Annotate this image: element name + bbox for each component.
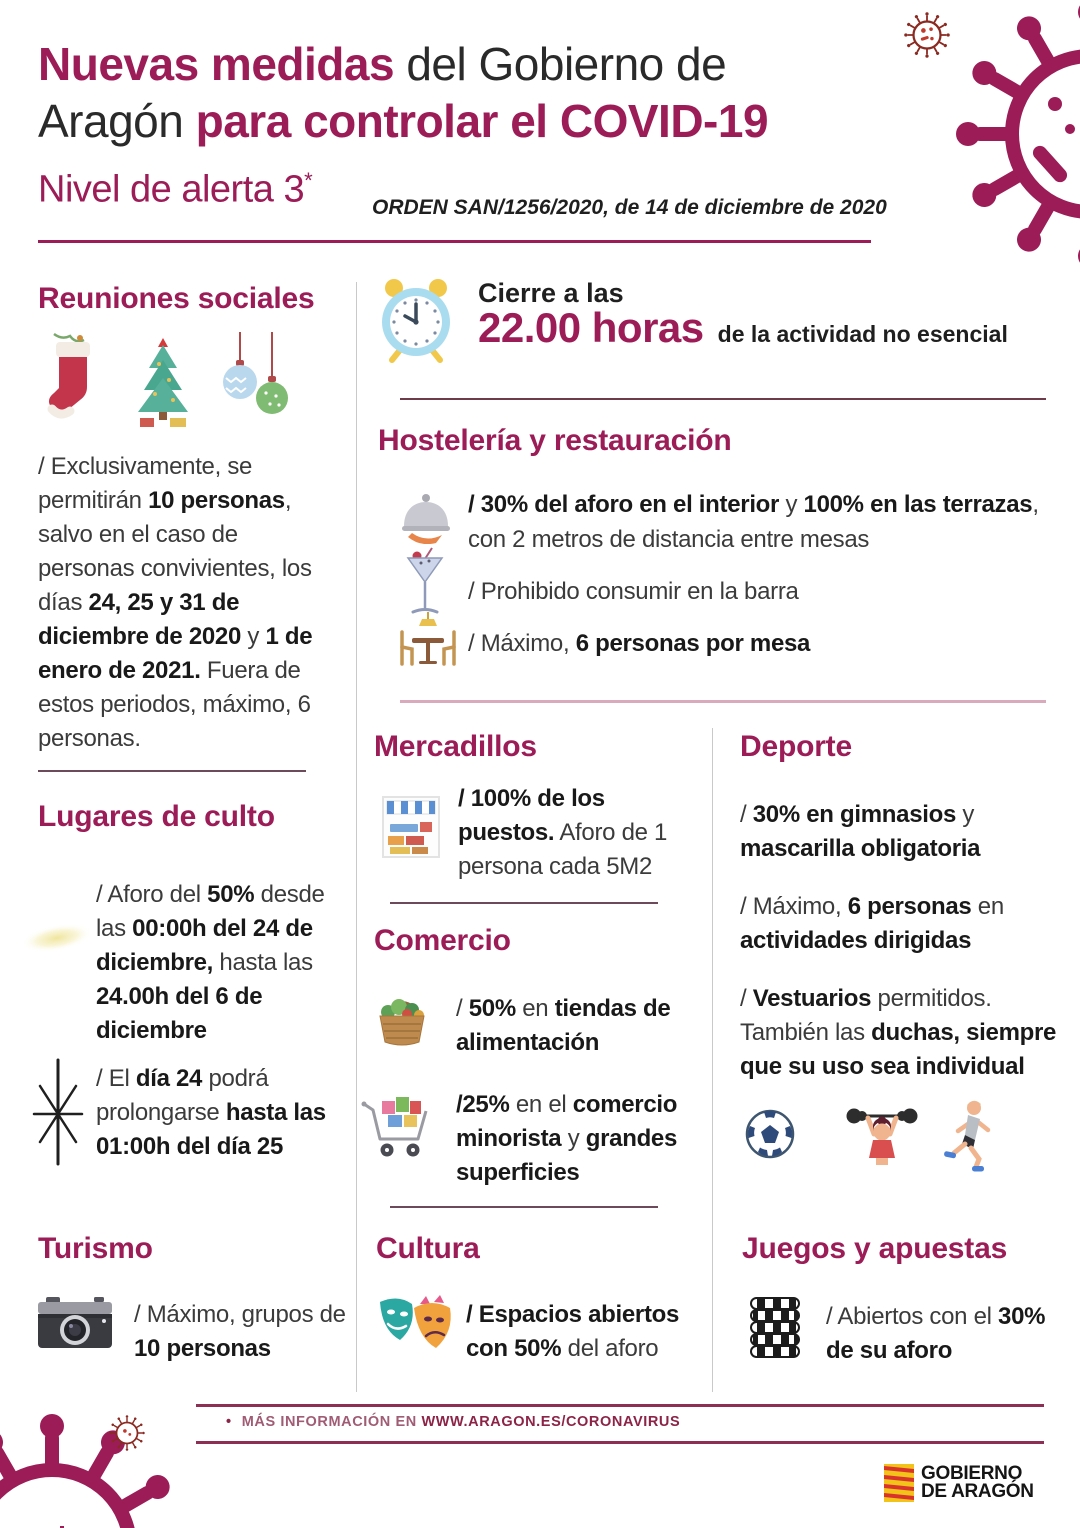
closure-line: [478, 304, 1008, 352]
text-segment: /25%: [456, 1091, 510, 1118]
glow-icon: [20, 912, 94, 964]
text-segment: grandes superficies: [456, 1125, 678, 1186]
text-segment: y: [956, 801, 975, 828]
text-segment: podrá prolongarse: [96, 1065, 269, 1126]
text-segment: 30% en gimnasios: [752, 801, 957, 828]
text-segment: actividades dirigidas: [740, 927, 972, 954]
section-title-turismo: Turismo: [38, 1232, 153, 1265]
logo-line-2: DE ARAGÓN: [921, 1481, 1034, 1502]
text-segment: hasta las: [213, 949, 313, 976]
footer-divider: [196, 1404, 1044, 1407]
text-segment: Aforo de 1 persona cada 5M2: [458, 819, 668, 880]
title-line-2: Aragón para controlar el COVID-19: [38, 95, 769, 147]
alert-level: Nivel de alerta 3*: [38, 168, 313, 211]
serving-tray-icon: [398, 490, 454, 544]
coronavirus-small-icon: [900, 8, 954, 62]
text-segment: 1 de enero de 2021.: [38, 623, 313, 684]
market-stall-icon: [382, 796, 440, 858]
text-segment: y: [241, 623, 266, 650]
cultura-text: [466, 1298, 711, 1366]
text-segment: , con 2 metros de distancia entre mesas: [468, 491, 1039, 553]
poker-chips-icon: [748, 1294, 802, 1360]
text-segment: permitidos. También las: [740, 985, 992, 1046]
text-segment: 6 personas: [847, 893, 972, 920]
deporte-item-text: [740, 798, 1060, 866]
hosteleria-item-text: [468, 626, 1046, 661]
text-segment: / Máximo, grupos de: [134, 1301, 346, 1328]
reuniones-text: [38, 450, 338, 756]
text-segment: 24, 25 y 31 de diciembre de 2020: [38, 589, 242, 650]
text-segment: / Prohibido consumir en la barra: [468, 578, 799, 605]
page-title: [38, 36, 878, 150]
camera-icon: [36, 1294, 114, 1352]
text-segment: /: [740, 985, 753, 1012]
text-segment: en: [971, 893, 1004, 920]
text-segment: comercio minorista: [456, 1091, 678, 1152]
footer-info-url: WWW.ARAGON.ES/CORONAVIRUS: [421, 1414, 681, 1430]
coronavirus-icon: [950, 0, 1080, 274]
text-segment: tiendas de alimentación: [456, 995, 671, 1056]
comercio-item-text: [456, 1088, 704, 1190]
text-segment: 10 personas: [134, 1335, 271, 1362]
christmas-tree-icon: [126, 334, 200, 428]
text-segment: / 30% del aforo en el interior: [468, 491, 780, 518]
text-segment: 50%: [468, 995, 516, 1022]
theater-masks-icon: [376, 1292, 460, 1358]
soccer-ball-icon: [744, 1108, 796, 1160]
footer-divider: [196, 1441, 1044, 1444]
text-segment: día 24: [135, 1065, 203, 1092]
text-segment: / Espacios abiertos con 50%: [466, 1301, 680, 1362]
text-segment: / Aforo del: [96, 881, 208, 908]
turismo-text: [134, 1298, 349, 1366]
aragon-flag-icon: [884, 1464, 914, 1502]
culto-item-text: [96, 878, 351, 1048]
grocery-basket-icon: [374, 986, 430, 1048]
alarm-clock-icon: [372, 274, 460, 364]
section-title-hosteleria: Hostelería y restauración: [378, 424, 732, 457]
text-segment: en el: [509, 1091, 573, 1118]
text-segment: desde las: [96, 881, 325, 942]
text-segment: / 100% de los puestos.: [458, 785, 605, 846]
text-segment: mascarilla obligatoria: [740, 835, 981, 862]
text-segment: duchas, siempre que su uso sea individual: [740, 1019, 1057, 1080]
text-segment: del aforo: [561, 1335, 659, 1362]
text-segment: 30% de su aforo: [826, 1303, 1046, 1364]
text-segment: /: [456, 995, 469, 1022]
gobierno-aragon-logo: [884, 1464, 1034, 1502]
text-segment: 50%: [207, 881, 255, 908]
text-segment: 100% en las terrazas: [803, 491, 1033, 518]
section-title-culto: Lugares de culto: [38, 800, 275, 833]
text-segment: /: [740, 801, 753, 828]
text-segment: / Abiertos con el: [826, 1303, 999, 1330]
logo-line-1: GOBIERNO: [921, 1463, 1023, 1484]
text-segment: y: [561, 1125, 586, 1152]
hosteleria-item-text: [468, 574, 1046, 609]
text-segment: / Exclusivamente, se permitirán: [38, 453, 253, 514]
divider: [38, 770, 306, 772]
vertical-divider: [712, 728, 713, 1392]
text-segment: / El: [96, 1065, 136, 1092]
shopping-cart-icon: [360, 1090, 438, 1164]
title-line-1: Nuevas medidas del Gobierno de: [38, 38, 727, 90]
deporte-item-text: [740, 982, 1060, 1084]
coronavirus-icon: [0, 1408, 192, 1528]
bullet: •: [226, 1414, 232, 1430]
divider: [390, 902, 658, 904]
order-reference: ORDEN SAN/1256/2020, de 14 de diciembre de 2020: [372, 196, 887, 219]
text-segment: y: [779, 491, 804, 518]
juegos-text: [826, 1300, 1056, 1368]
runner-icon: [938, 1098, 992, 1174]
closure-intro: Cierre a las: [478, 278, 624, 308]
text-segment: 10 personas: [148, 487, 285, 514]
star-icon: [26, 1056, 90, 1168]
footer-info-label: MÁS INFORMACIÓN EN: [241, 1414, 422, 1430]
divider: [400, 700, 1046, 703]
text-segment: en: [515, 995, 555, 1022]
weightlifter-icon: [842, 1100, 922, 1172]
closure-time: 22.00 horas: [478, 304, 704, 351]
text-segment: Vestuarios: [752, 985, 872, 1012]
section-title-juegos: Juegos y apuestas: [742, 1232, 1008, 1265]
christmas-stocking-icon: [44, 332, 102, 426]
closure-detail: de la actividad no esencial: [717, 321, 1008, 347]
text-segment: / Máximo,: [740, 893, 848, 920]
section-title-cultura: Cultura: [376, 1232, 480, 1265]
vertical-divider: [356, 282, 357, 1392]
text-segment: 6 personas por mesa: [575, 630, 811, 657]
culto-item-text: [96, 1062, 351, 1164]
logo-text: [921, 1465, 1034, 1501]
footer-info: [226, 1414, 680, 1430]
text-segment: 24.00h del 6 de diciembre: [96, 983, 263, 1044]
section-title-comercio: Comercio: [374, 924, 511, 957]
deporte-item-text: [740, 890, 1060, 958]
hosteleria-item-text: [468, 487, 1046, 557]
text-segment: 00:00h del 24 de diciembre,: [96, 915, 313, 976]
divider: [400, 398, 1046, 400]
header-divider: [38, 240, 871, 243]
comercio-item-text: [456, 992, 701, 1060]
divider: [390, 1206, 658, 1208]
alert-asterisk: *: [304, 168, 313, 193]
text-segment: , salvo en el caso de personas convivientes, los días: [38, 487, 312, 616]
section-title-reuniones: Reuniones sociales: [38, 282, 315, 315]
text-segment: Fuera de estos periodos, máximo, 6 personas.: [38, 657, 311, 752]
section-title-mercadillos: Mercadillos: [374, 730, 537, 763]
text-segment: / Máximo,: [468, 630, 576, 657]
ornaments-icon: [220, 332, 290, 426]
table-chairs-icon: [394, 610, 462, 668]
section-title-deporte: Deporte: [740, 730, 852, 763]
mercadillos-text: [458, 782, 698, 884]
text-segment: hasta las 01:00h del día 25: [96, 1099, 326, 1160]
coronavirus-small-icon: [106, 1412, 148, 1454]
